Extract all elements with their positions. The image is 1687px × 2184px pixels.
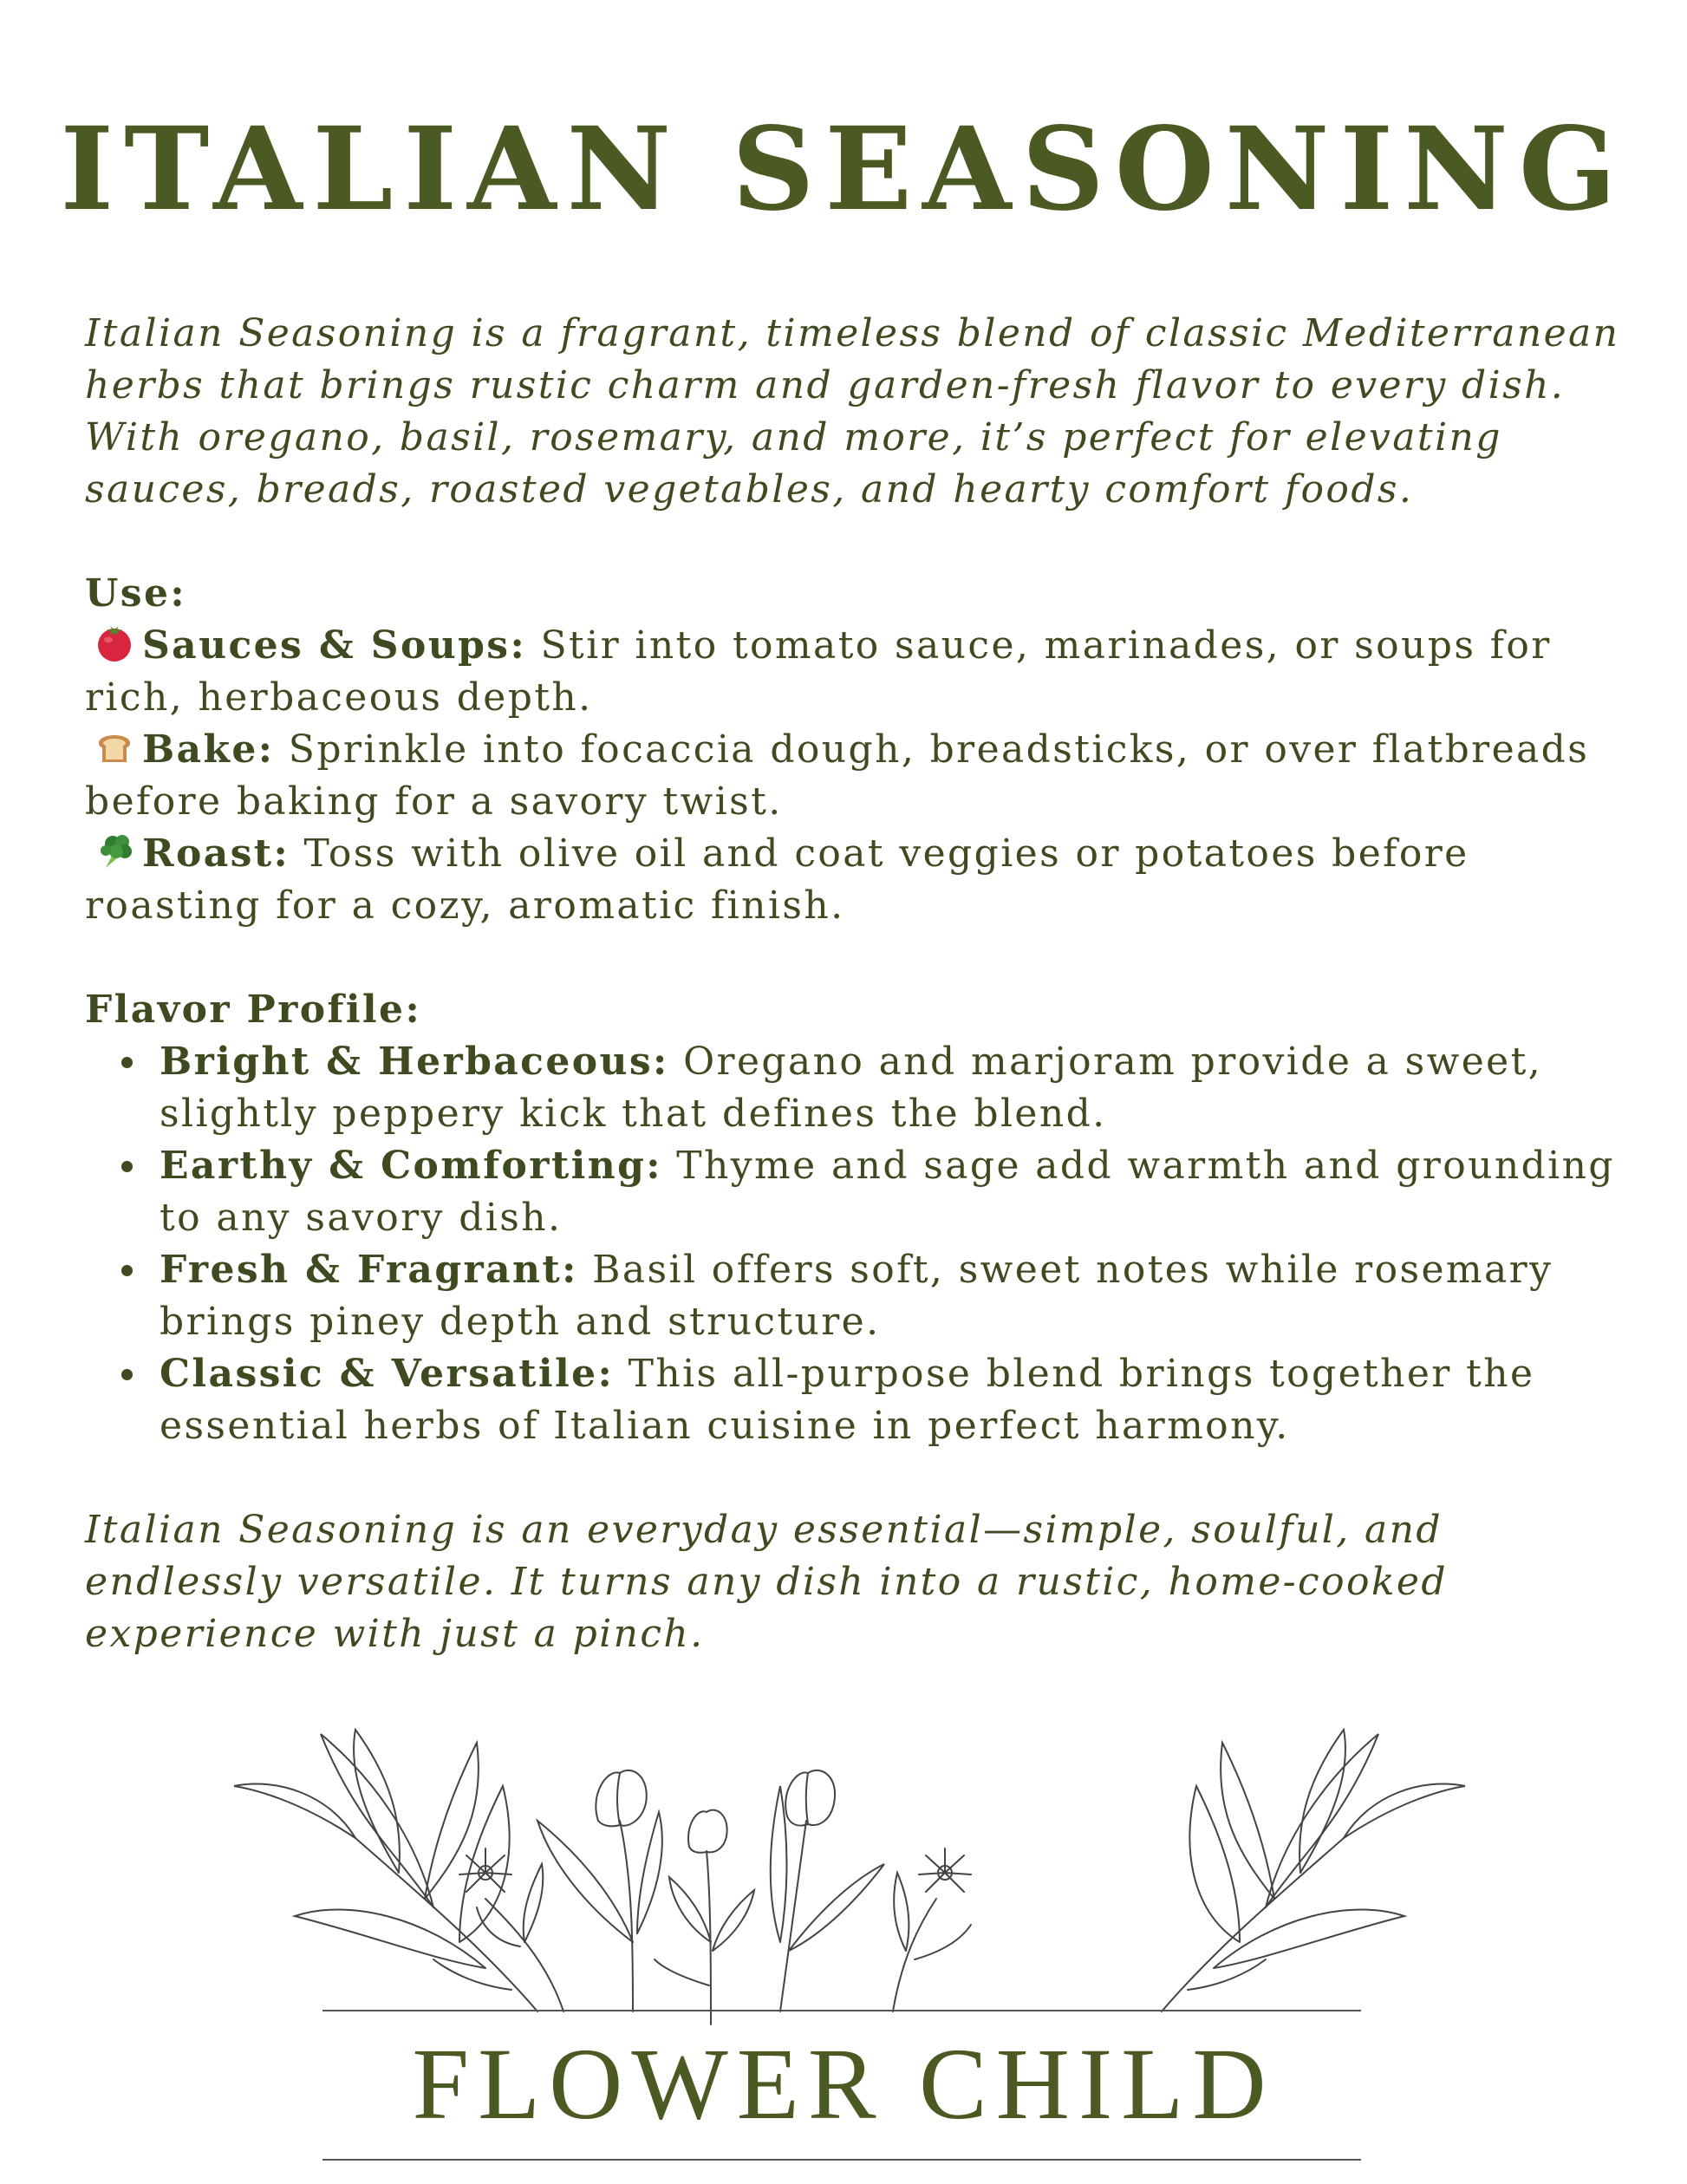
page-title: ITALIAN SEASONING <box>60 102 1627 237</box>
flavor-profile-heading: Flavor Profile: <box>85 988 422 1032</box>
bread-icon <box>94 726 135 767</box>
list-item <box>160 1140 1637 1244</box>
use-label-sauces: Sauces & Soups: <box>142 623 527 668</box>
flavor-profile-list <box>85 1036 1637 1452</box>
profile-label: Fresh & Fragrant: <box>160 1248 578 1292</box>
bullet-icon <box>121 1057 133 1068</box>
bullet-icon <box>121 1369 133 1380</box>
use-label-bake: Bake: <box>142 727 275 772</box>
flavor-profile-section <box>85 984 1637 1452</box>
closing-paragraph: Italian Seasoning is an everyday essential—simple, soulful, and endlessly versatile. It turns any dish into a rustic, home-cooked experience with just a pinch. <box>85 1508 1448 1656</box>
use-section <box>85 568 1637 932</box>
profile-label: Earthy & Comforting: <box>160 1144 662 1188</box>
profile-text: Basil offers soft, sweet notes while rosemary brings piney depth and structure. <box>160 1248 1553 1344</box>
use-heading: Use: <box>85 571 186 616</box>
tomato-icon <box>94 622 135 663</box>
use-label-roast: Roast: <box>142 831 290 876</box>
profile-text: This all-purpose blend brings together the essential herbs of Italian cuisine in perfect harmony. <box>160 1352 1535 1448</box>
profile-text: Thyme and sage add warmth and grounding to any savory dish. <box>160 1144 1615 1240</box>
use-text-roast: Toss with olive oil and coat veggies or potatoes before roasting for a cozy, aromatic finish. <box>85 831 1469 928</box>
use-item-bake <box>85 724 1637 828</box>
use-item-sauces <box>85 620 1637 724</box>
list-item <box>160 1036 1637 1140</box>
bullet-icon <box>121 1265 133 1276</box>
bullet-icon <box>121 1161 133 1172</box>
intro-paragraph: Italian Seasoning is a fragrant, timeless blend of classic Mediterranean herbs that brings rustic charm and garden-fresh flavor to every dish. With oregano, basil, rosemary, and more, it’s perfect for elevating sauces, breads, roasted vegetables, and hearty comfort foods. <box>85 311 1620 512</box>
use-item-roast <box>85 828 1637 932</box>
profile-label: Bright & Herbaceous: <box>160 1040 669 1084</box>
use-text-bake: Sprinkle into focaccia dough, breadsticks, or over flatbreads before baking for a savory twist. <box>85 727 1590 824</box>
profile-text: Oregano and marjoram provide a sweet, slightly peppery kick that defines the blend. <box>160 1040 1543 1136</box>
brand-logo: FLOWER CHILD <box>412 2027 1275 2141</box>
brand-top-rule <box>322 2010 1361 2011</box>
content <box>85 308 1637 1660</box>
list-item <box>160 1244 1637 1348</box>
brand-bottom-rule <box>322 2159 1361 2161</box>
use-text-sauces: Stir into tomato sauce, marinades, or soups for rich, herbaceous depth. <box>85 623 1552 720</box>
broccoli-icon <box>94 830 135 871</box>
profile-label: Classic & Versatile: <box>160 1352 615 1396</box>
list-item <box>160 1348 1637 1452</box>
floral-illustration-icon <box>225 1725 1474 2037</box>
